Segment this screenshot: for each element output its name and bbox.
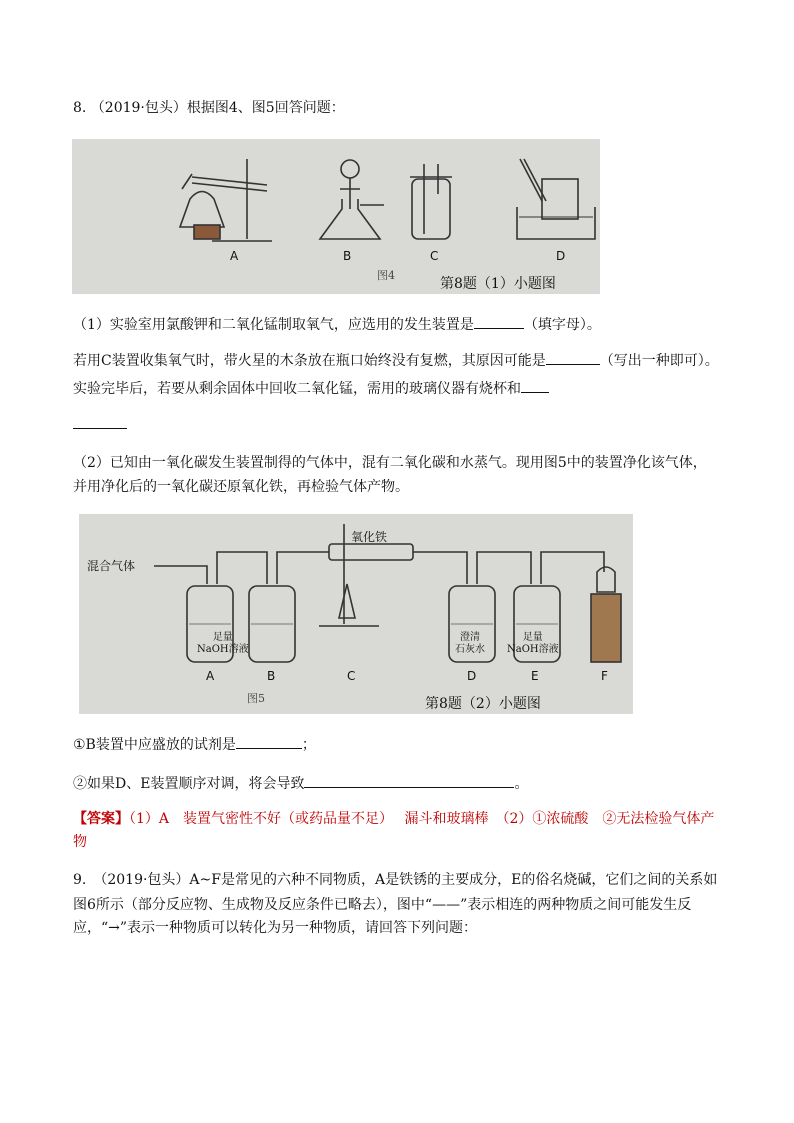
figure-4-label-b: B bbox=[343, 249, 352, 263]
figure-5-caption: 第8题（2）小题图 bbox=[425, 696, 541, 712]
e-reagent-line-1: 足量 bbox=[522, 632, 543, 643]
part-1-blank[interactable] bbox=[474, 314, 524, 329]
part-1-text-b: （填字母）。 bbox=[523, 317, 601, 333]
figure-4-label-c: C bbox=[430, 249, 439, 263]
a-reagent-label bbox=[197, 632, 249, 656]
e-reagent-line-2: NaOH溶液 bbox=[507, 644, 559, 655]
sub-question-1 bbox=[73, 734, 316, 755]
part-1-question bbox=[73, 314, 601, 335]
figure-4-caption: 第8题（1）小题图 bbox=[440, 276, 556, 292]
answer-line-1 bbox=[73, 809, 714, 829]
figure-5-label-b: B bbox=[267, 669, 276, 683]
mixed-gas-label: 混合气体 bbox=[87, 559, 136, 573]
recover-text: 实验完毕后，若要从剩余固体中回收二氧化锰，需用的玻璃仪器有烧杯和 bbox=[73, 381, 521, 397]
reason-blank[interactable] bbox=[546, 350, 600, 365]
figure-5-apparatus bbox=[79, 514, 633, 714]
figure-5-label-a: A bbox=[206, 669, 215, 683]
answer-text-1: （1）A 装置气密性不好（或药品量不足） 漏斗和玻璃棒 （2）①浓硫酸 ②无法检验气体产 bbox=[129, 811, 715, 827]
figure-4-label-a: A bbox=[230, 249, 239, 263]
reason-text-b: （写出一种即可）。 bbox=[599, 353, 719, 369]
question-9-line-3: 应，“→”表示一种物质可以转化为另一种物质，请回答下列问题： bbox=[73, 920, 478, 936]
a-reagent-line-2: NaOH溶液 bbox=[197, 644, 249, 655]
question-9-line-2: 图6所示（部分反应物、生成物及反应条件已略去），图中“——”表示相连的两种物质之间可能发生反 bbox=[73, 897, 692, 913]
figure-5-label-f: F bbox=[601, 669, 608, 683]
e-reagent-label bbox=[507, 632, 559, 656]
recover-mno2-question bbox=[73, 378, 549, 399]
sub-question-2 bbox=[73, 773, 528, 794]
sub-question-2-end: 。 bbox=[514, 776, 529, 792]
answer-tag: 【答案】 bbox=[73, 811, 129, 827]
question-9-line-1: 9. （2019·包头）A~F是常见的六种不同物质，A是铁锈的主要成分，E的俗名烧碱，它们之间的关系如 bbox=[73, 872, 718, 888]
sub-question-1-text: ①B装置中应盛放的试剂是 bbox=[73, 737, 236, 753]
figure-4-apparatus bbox=[72, 139, 600, 294]
sub-question-1-blank[interactable] bbox=[236, 734, 302, 749]
sub-question-2-text: ②如果D、E装置顺序对调，将会导致 bbox=[73, 776, 305, 792]
d-reagent-line-1: 澄清 bbox=[460, 632, 480, 643]
figure-4-label-d: D bbox=[556, 249, 566, 263]
part-2-intro-2: 并用净化后的一氧化碳还原氧化铁，再检验气体产物。 bbox=[73, 479, 409, 495]
part-2-intro-1: （2）已知由一氧化碳发生装置制得的气体中，混有二氧化碳和水蒸气。现用图5中的装置净化该气体， bbox=[73, 455, 707, 471]
figure-5-name: 图5 bbox=[247, 692, 265, 705]
question-8-intro: 8. （2019·包头）根据图4、图5回答问题： bbox=[73, 100, 345, 116]
d-reagent-label bbox=[455, 632, 485, 656]
a-reagent-line-1: 足量 bbox=[212, 632, 233, 643]
figure-5-label-e: E bbox=[531, 669, 539, 683]
part-1-text-a: （1）实验室用氯酸钾和二氧化锰制取氧气，应选用的发生装置是 bbox=[73, 317, 474, 333]
figure-4-name: 图4 bbox=[377, 269, 395, 282]
sub-question-1-end: ； bbox=[301, 737, 316, 753]
recover-blank-line bbox=[73, 414, 127, 435]
d-reagent-line-2: 石灰水 bbox=[455, 644, 485, 655]
recover-blank-part2[interactable] bbox=[73, 414, 127, 429]
reason-text-a: 若用C装置收集氧气时，带火星的木条放在瓶口始终没有复燃，其原因可能是 bbox=[73, 353, 546, 369]
figure-5-label-d: D bbox=[467, 669, 477, 683]
figure-4-drawing bbox=[72, 139, 600, 294]
sub-question-2-blank[interactable] bbox=[304, 773, 514, 788]
iron-oxide-label: 氧化铁 bbox=[351, 530, 388, 544]
answer-line-2: 物 bbox=[73, 834, 87, 850]
recover-blank-part1[interactable] bbox=[521, 378, 549, 393]
figure-5-label-c: C bbox=[347, 669, 356, 683]
part-1-reason-question bbox=[73, 350, 719, 371]
